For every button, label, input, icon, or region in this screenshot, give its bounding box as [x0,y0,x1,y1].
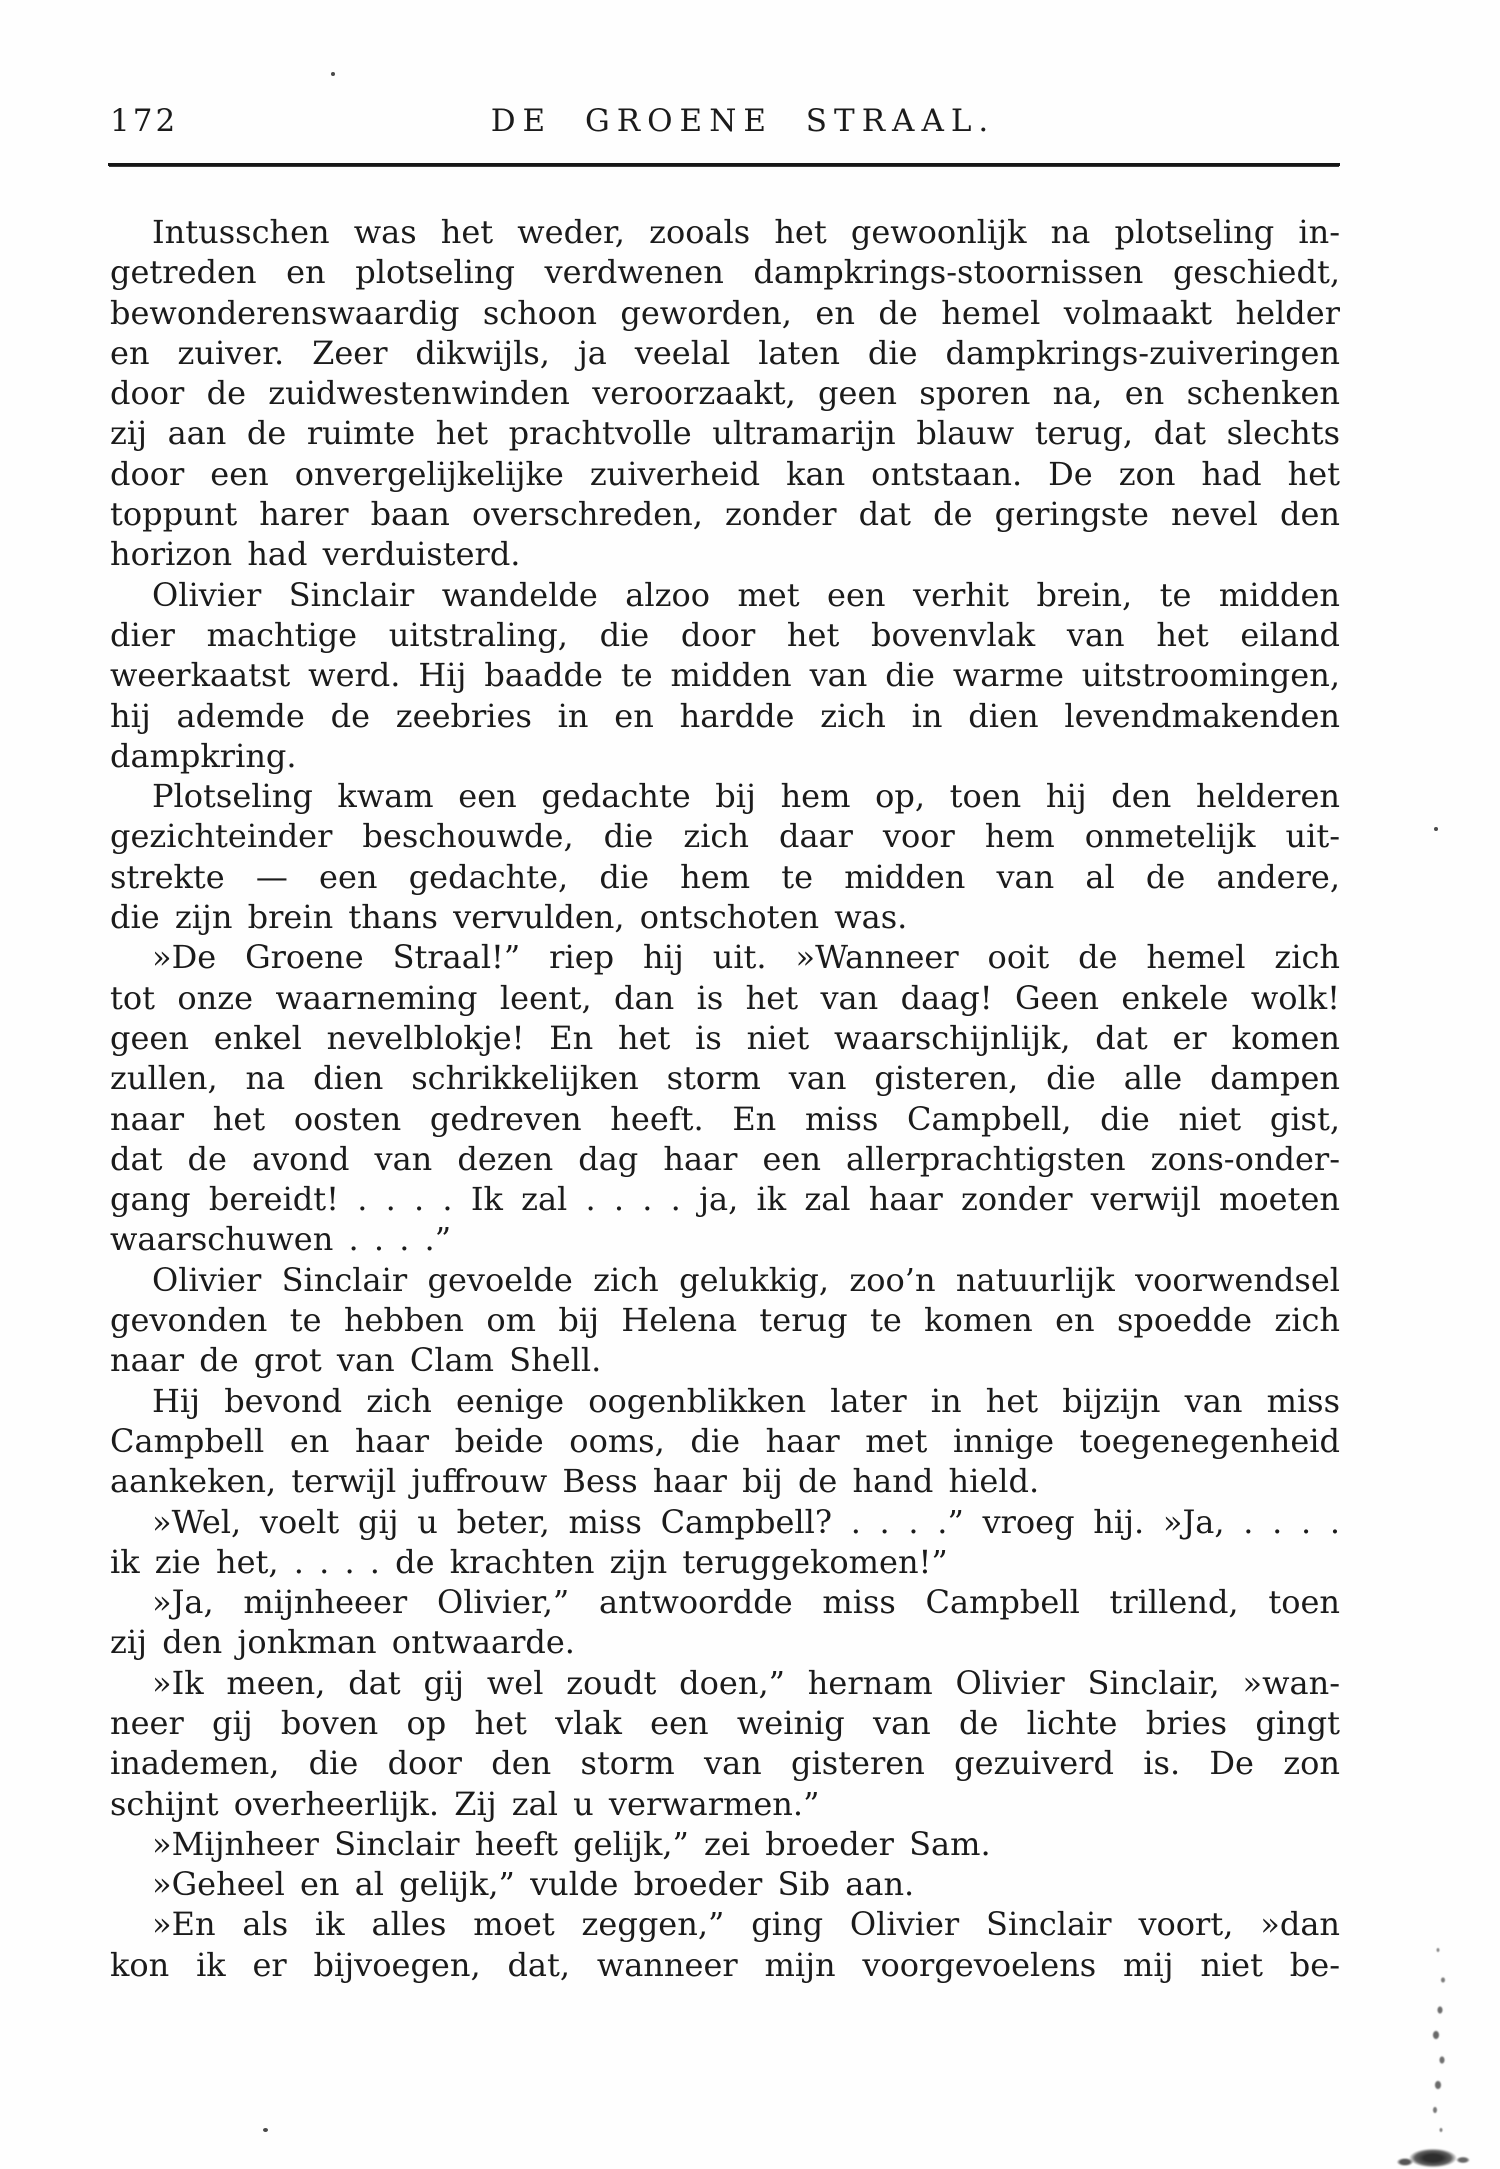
text-line: zullen, na dien schrikkelijken storm van gisteren, die alle dampen [110,1059,1340,1098]
text-line: toppunt harer baan overschreden, zonder dat de geringste nevel den [110,495,1340,534]
paragraph [110,1864,1340,1904]
running-header [110,103,1340,139]
text-line: Intusschen was het weder, zooals het gewoonlijk na plotseling in- [152,213,1340,251]
page-number: 172 [110,103,179,139]
scan-smudge [1408,1935,1468,2140]
text-line: waarschuwen . . . .” [110,1220,452,1259]
text-line: dier machtige uitstraling, die door het bovenvlak van het eiland [110,615,1340,654]
text-line: bewonderenswaardig schoon geworden, en de hemel volmaakt helder [110,293,1340,332]
paragraph [110,937,1340,1259]
text-line: ik zie het, . . . . de krachten zijn teruggekomen!” [110,1542,948,1581]
text-line: zij den jonkman ontwaarde. [110,1623,575,1662]
text-line: Hij bevond zich eenige oogenblikken later in het bijzijn van miss [152,1381,1340,1420]
paragraph [110,212,1340,575]
scan-speck [263,2128,268,2132]
paragraph [110,1824,1340,1864]
text-line: zij aan de ruimte het prachtvolle ultramarijn blauw terug, dat slechts [110,414,1340,453]
text-line: weerkaatst werd. Hij baadde te midden van die warme uitstroomingen, [110,656,1340,695]
paragraph [110,575,1340,776]
text-line: kon ik er bijvoegen, dat, wanneer mijn voorgevoelens mij niet be- [110,1945,1340,1984]
scan-blob [1385,2136,1480,2169]
paragraph [110,1381,1340,1502]
text-line: door een onvergelijkelijke zuiverheid kan ontstaan. De zon had het [110,454,1340,493]
text-line: gezichteinder beschouwde, die zich daar voor hem onmetelijk uit- [110,817,1340,856]
text-line: en zuiver. Zeer dikwijls, ja veelal laten die dampkrings-zuiveringen [110,333,1340,372]
text-line: »Ja, mijnheeer Olivier,” antwoordde miss Campbell trillend, toen [152,1583,1340,1622]
text-line: getreden en plotseling verdwenen dampkrings-stoornissen geschiedt, [110,253,1340,292]
text-line: gang bereidt! . . . . Ik zal . . . . ja, ik zal haar zonder verwijl moeten [110,1180,1340,1219]
text-line: Plotseling kwam een gedachte bij hem op, toen hij den helderen [152,777,1340,816]
header-rule [108,163,1340,166]
text-line: die zijn brein thans vervulden, ontschoten was. [110,898,908,937]
text-line: aankeken, terwijl juffrouw Bess haar bij de hand hield. [110,1462,1040,1501]
text-line: »Wel, voelt gij u beter, miss Campbell? . . . .” vroeg hij. »Ja, . . . . [152,1502,1340,1541]
text-line: door de zuidwestenwinden veroorzaakt, geen sporen na, en schenken [110,374,1340,413]
text-line: neer gij boven op het vlak een weinig van de lichte bries gingt [110,1703,1340,1742]
text-line: tot onze waarneming leent, dan is het van daag! Geen enkele wolk! [110,978,1340,1017]
text-line: horizon had verduisterd. [110,535,521,574]
text-line: »Mijnheer Sinclair heeft gelijk,” zei broeder Sam. [152,1824,991,1863]
text-line: Olivier Sinclair wandelde alzoo met een verhit brein, te midden [152,575,1340,614]
paragraph [110,1502,1340,1583]
text-line: schijnt overheerlijk. Zij zal u verwarmen.” [110,1784,820,1823]
text-line: inademen, die door den storm van gisteren gezuiverd is. De zon [110,1744,1340,1783]
text-block [110,212,1340,1985]
text-line: dampkring. [110,736,297,775]
paragraph [110,1260,1340,1381]
paragraph [110,776,1340,937]
text-line: Olivier Sinclair gevoelde zich gelukkig, zoo’n natuurlijk voorwendsel [152,1260,1340,1299]
text-line: gevonden te hebben om bij Helena terug te komen en spoedde zich [110,1301,1340,1340]
text-line: strekte — een gedachte, die hem te midden van al de andere, [110,857,1340,896]
text-line: »Ik meen, dat gij wel zoudt doen,” hernam Olivier Sinclair, »wan- [152,1663,1340,1702]
paragraph [110,1582,1340,1663]
paragraph [110,1663,1340,1824]
text-line: naar de grot van Clam Shell. [110,1341,602,1380]
text-line: »En als ik alles moet zeggen,” ging Olivier Sinclair voort, »dan [152,1905,1340,1944]
text-line: dat de avond van dezen dag haar een allerprachtigsten zons-onder- [110,1139,1340,1178]
running-title: DE GROENE STRAAL. [490,103,996,139]
text-line: hij ademde de zeebries in en hardde zich in dien levendmakenden [110,696,1340,735]
scan-speck [331,72,335,76]
scan-speck [1434,827,1438,831]
text-line: »De Groene Straal!” riep hij uit. »Wanneer ooit de hemel zich [152,938,1340,977]
text-line: geen enkel nevelblokje! En het is niet waarschijnlijk, dat er komen [110,1018,1340,1057]
text-line: Campbell en haar beide ooms, die haar met innige toegenegenheid [110,1421,1340,1460]
paragraph [110,1904,1340,1985]
text-line: naar het oosten gedreven heeft. En miss Campbell, die niet gist, [110,1099,1340,1138]
text-line: »Geheel en al gelijk,” vulde broeder Sib aan. [152,1865,915,1904]
